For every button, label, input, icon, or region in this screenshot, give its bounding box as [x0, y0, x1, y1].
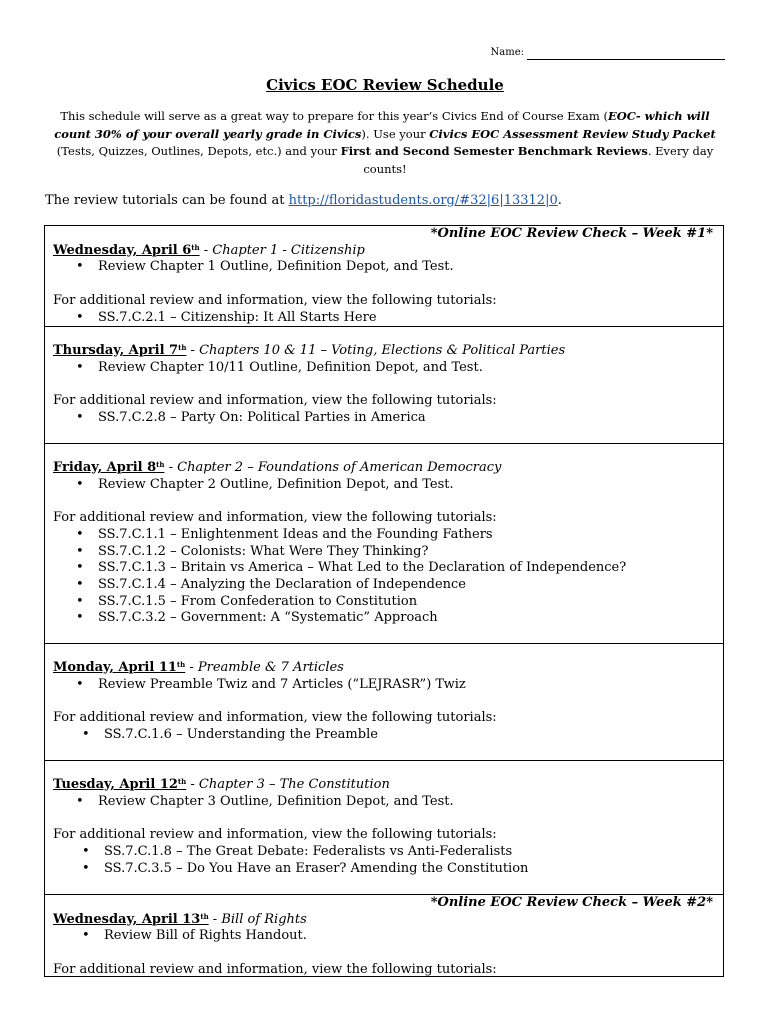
additional-review-text: For additional review and information, view the following tutorials: — [53, 393, 497, 409]
day-topic: Bill of Rights — [221, 911, 307, 927]
review-task: • Review Chapter 2 Outline, Definition Depot, and Test. — [98, 477, 715, 494]
day-date: Wednesday, April 6th — [53, 242, 200, 258]
additional-review-text: For additional review and information, view the following tutorials: — [53, 827, 497, 843]
intro-text-2: ). Use your — [361, 126, 430, 141]
intro-text-3: (Tests, Quizzes, Outlines, Depots, etc.) and your — [56, 144, 341, 158]
date-separator: - — [199, 242, 213, 258]
review-task: • Review Chapter 10/11 Outline, Definition Depot, and Test. — [98, 360, 715, 377]
additional-review-text: For additional review and information, view the following tutorials: — [53, 292, 497, 308]
day-topic: Chapters 10 & 11 – Voting, Elections & Political Parties — [199, 343, 566, 358]
schedule-row — [45, 644, 723, 761]
tutorial-item: • SS.7.C.1.4 – Analyzing the Declaration of Independence — [98, 577, 715, 594]
online-check-banner: *Online EOC Review Check – Week #1* — [430, 226, 713, 241]
day-topic: Chapter 3 – The Constitution — [198, 777, 390, 792]
tutorial-item: • SS.7.C.2.1 – Citizenship: It All Starts Here — [98, 310, 715, 327]
additional-review-text: For additional review and information, view the following tutorials: — [53, 961, 497, 977]
schedule-row — [45, 327, 723, 444]
day-date: Friday, April 8th — [53, 460, 165, 475]
day-date: Wednesday, April 13th — [53, 911, 209, 927]
date-separator: - — [164, 460, 178, 475]
table-bottom-border — [44, 976, 724, 977]
name-field[interactable] — [440, 46, 725, 60]
intro-benchmark-reviews: First and Second Semester Benchmark Reviews — [340, 144, 648, 158]
name-label: Name: — [490, 47, 524, 58]
tutorials-location — [45, 192, 745, 210]
intro-study-packet: Civics EOC Assessment Review Study Packet — [429, 126, 716, 141]
schedule-row — [45, 444, 723, 644]
tutorials-period: . — [557, 193, 562, 208]
day-date: Thursday, April 7th — [53, 343, 187, 358]
name-blank-line[interactable] — [527, 48, 725, 60]
intro-paragraph — [52, 108, 718, 178]
additional-review-text: For additional review and information, view the following tutorials: — [53, 710, 497, 726]
day-date: Tuesday, April 12th — [53, 777, 187, 792]
schedule-table — [44, 225, 724, 977]
online-check-banner: *Online EOC Review Check – Week #2* — [430, 895, 713, 910]
schedule-row — [45, 895, 723, 977]
page-title: Civics EOC Review Schedule — [266, 76, 504, 94]
intro-eoc-note: EOC- which will count 30% of your overall yearly grade in Civics — [54, 109, 710, 141]
day-topic: Chapter 1 - Citizenship — [212, 242, 365, 258]
tutorial-item: • SS.7.C.1.3 – Britain vs America – What Led to the Declaration of Independence? — [98, 560, 715, 577]
day-date: Monday, April 11th — [53, 660, 186, 675]
tutorials-link[interactable]: http://floridastudents.org/#32|6|13312|0 — [288, 193, 558, 208]
additional-review-text: For additional review and information, view the following tutorials: — [53, 510, 497, 526]
day-topic: Preamble & 7 Articles — [197, 660, 344, 675]
tutorial-item: • SS.7.C.1.5 – From Confederation to Constitution — [98, 594, 715, 611]
intro-text-4: . Every day counts! — [363, 144, 714, 176]
date-separator: - — [186, 343, 200, 358]
tutorial-item: • SS.7.C.3.5 – Do You Have an Eraser? Amending the Constitution — [104, 861, 715, 878]
review-task: • Review Chapter 3 Outline, Definition Depot, and Test. — [98, 794, 715, 811]
tutorial-item: • SS.7.C.1.2 – Colonists: What Were They Thinking? — [98, 544, 715, 561]
tutorial-item: • SS.7.C.1.6 – Understanding the Preamble — [104, 727, 715, 744]
date-separator: - — [185, 660, 198, 675]
tutorial-item: • SS.7.C.2.8 – Party On: Political Parties in America — [98, 410, 715, 427]
tutorial-item: • SS.7.C.3.2 – Government: A “Systematic” Approach — [98, 610, 715, 627]
date-separator: - — [186, 777, 199, 792]
review-task: • Review Chapter 1 Outline, Definition Depot, and Test. — [98, 259, 715, 276]
schedule-row — [45, 226, 723, 327]
intro-text-1: This schedule will serve as a great way to prepare for this year’s Civics End of Course Exam ( — [60, 109, 608, 123]
date-separator: - — [208, 911, 222, 927]
review-task: • Review Preamble Twiz and 7 Articles (“LEJRASR”) Twiz — [98, 677, 715, 694]
tutorial-item: • SS.7.C.1.8 – The Great Debate: Federalists vs Anti-Federalists — [104, 844, 715, 861]
tutorials-text: The review tutorials can be found at — [45, 193, 289, 208]
schedule-row — [45, 761, 723, 895]
tutorial-item: • SS.7.C.1.1 – Enlightenment Ideas and the Founding Fathers — [98, 527, 715, 544]
day-topic: Chapter 2 – Foundations of American Democracy — [177, 460, 502, 475]
review-task: • Review Bill of Rights Handout. — [104, 928, 715, 945]
